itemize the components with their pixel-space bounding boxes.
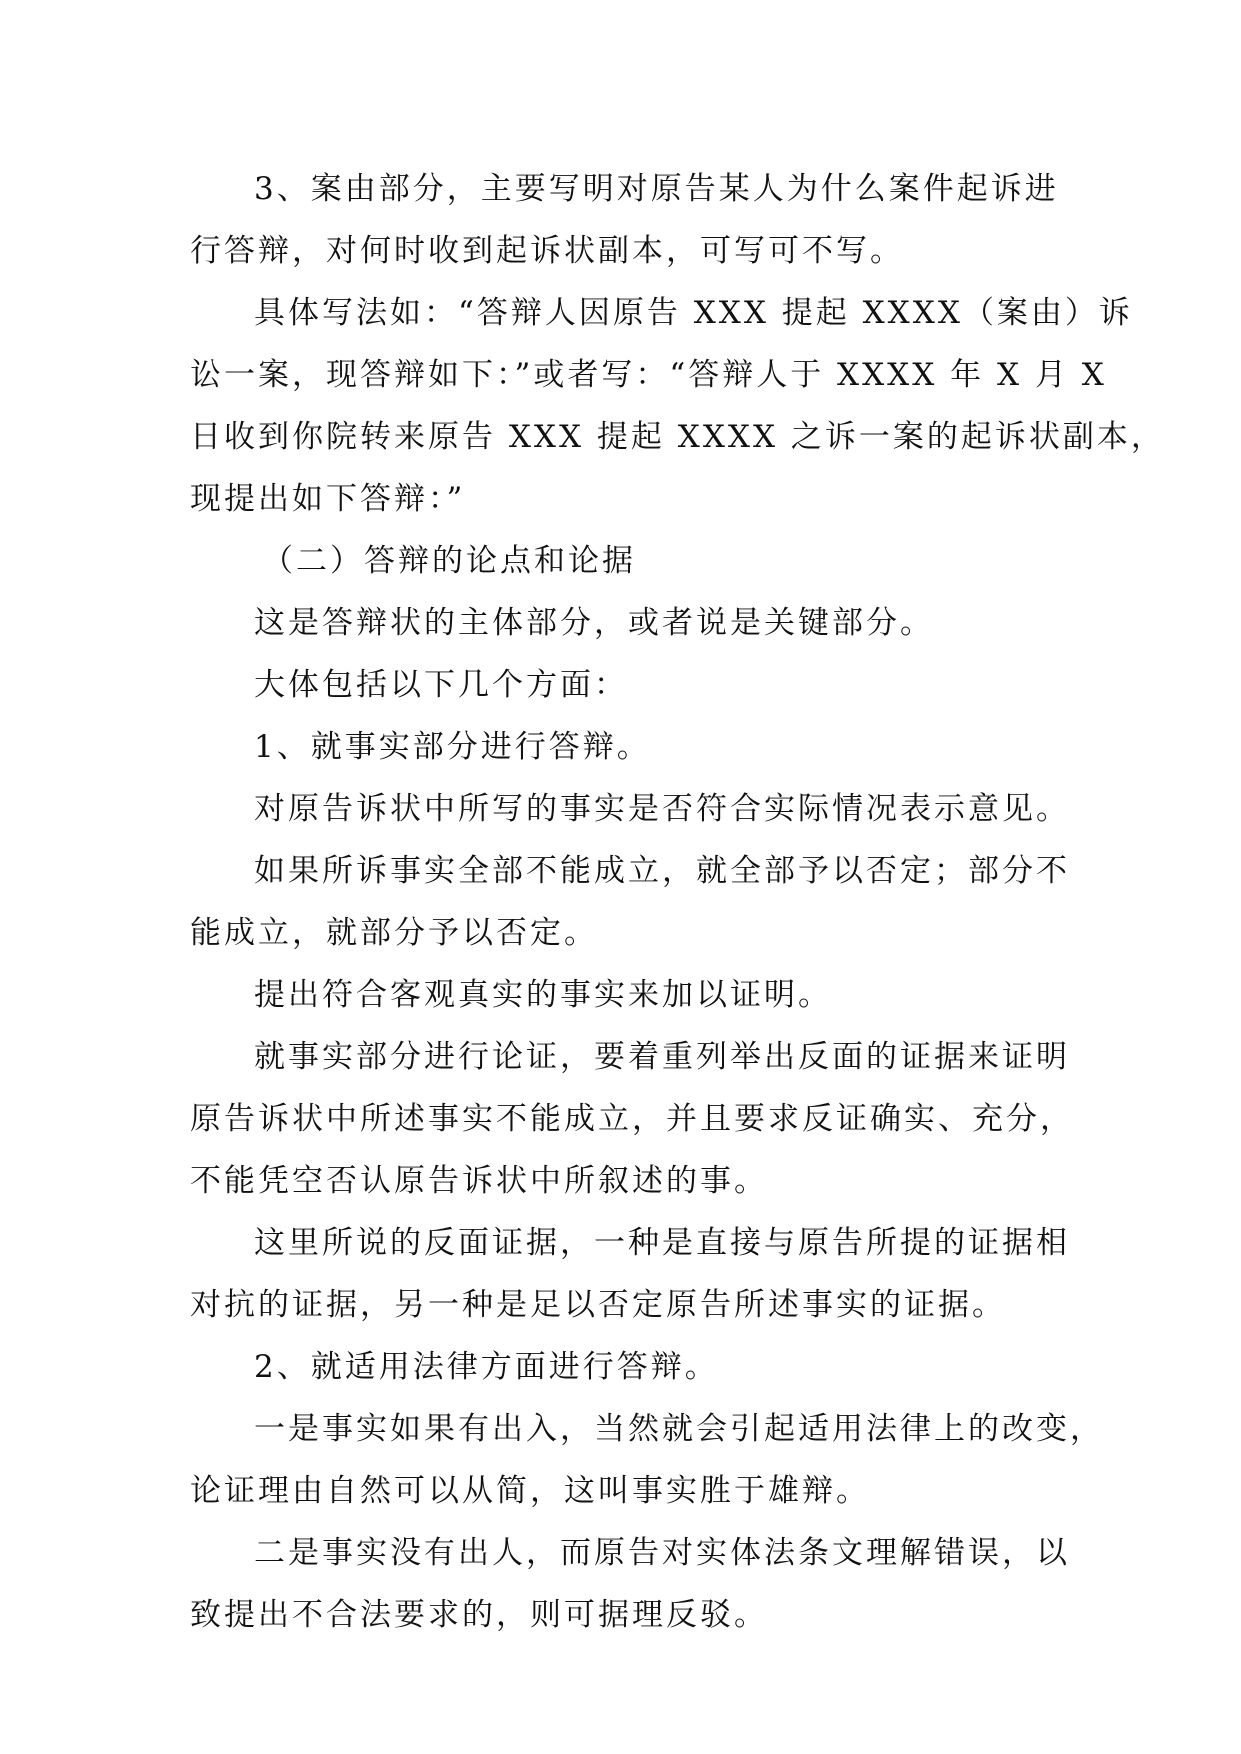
body-line: 对原告诉状中所写的事实是否符合实际情况表示意见。 xyxy=(254,791,1070,827)
body-line: 二是事实没有出人，而原告对实体法条文理解错误，以 xyxy=(254,1535,1070,1571)
body-line: 2、就适用法律方面进行答辩。 xyxy=(254,1349,719,1385)
body-line: 致提出不合法要求的，则可据理反驳。 xyxy=(190,1597,768,1633)
body-line: 这里所说的反面证据，一种是直接与原告所提的证据相 xyxy=(254,1225,1070,1261)
section-heading: （二）答辩的论点和论据 xyxy=(262,543,636,579)
body-line: 3、案由部分，主要写明对原告某人为什么案件起诉进 xyxy=(254,171,1059,207)
body-line: 原告诉状中所述事实不能成立，并且要求反证确实、充分， xyxy=(190,1101,1074,1137)
body-line: 现提出如下答辩：” xyxy=(190,481,466,517)
body-line: 行答辩，对何时收到起诉状副本，可写可不写。 xyxy=(190,233,904,269)
body-line: 1、就事实部分进行答辩。 xyxy=(254,729,651,765)
body-line: 能成立，就部分予以否定。 xyxy=(190,915,598,951)
body-line: 这是答辩状的主体部分，或者说是关键部分。 xyxy=(254,605,934,641)
body-line: 论证理由自然可以从简，这叫事实胜于雄辩。 xyxy=(190,1473,870,1509)
body-line: 对抗的证据，另一种是足以否定原告所述事实的证据。 xyxy=(190,1287,1006,1323)
body-line: 如果所诉事实全部不能成立，就全部予以否定；部分不 xyxy=(254,853,1070,889)
body-line: 日收到你院转来原告 XXX 提起 XXXX 之诉一案的起诉状副本， xyxy=(190,419,1165,455)
body-line: 讼一案，现答辩如下：”或者写：“答辩人于 XXXX 年 X 月 X xyxy=(190,357,1107,393)
body-line: 具体写法如：“答辩人因原告 XXX 提起 XXXX（案由）诉 xyxy=(254,295,1133,331)
body-line: 提出符合客观真实的事实来加以证明。 xyxy=(254,977,832,1013)
document-body xyxy=(190,158,1165,1646)
body-line: 大体包括以下几个方面： xyxy=(254,667,628,703)
body-line: 不能凭空否认原告诉状中所叙述的事。 xyxy=(190,1163,768,1199)
body-line: 一是事实如果有出入，当然就会引起适用法律上的改变， xyxy=(254,1411,1104,1447)
body-line: 就事实部分进行论证，要着重列举出反面的证据来证明 xyxy=(254,1039,1070,1075)
